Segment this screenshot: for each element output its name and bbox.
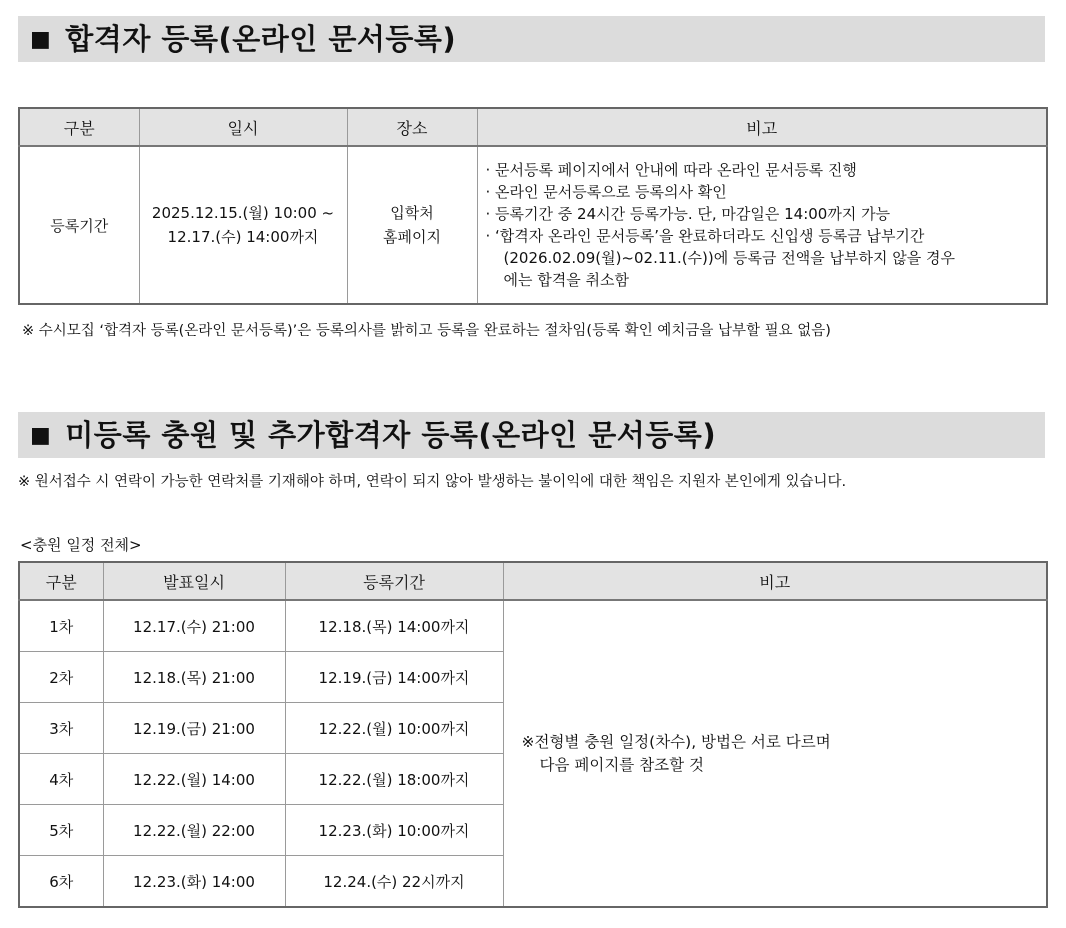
section-title-text: 미등록 충원 및 추가합격자 등록(온라인 문서등록) — [65, 418, 717, 452]
header-remarks: 비고 — [477, 108, 1047, 146]
schedule-caption: <충원 일정 전체> — [20, 536, 142, 554]
header-category: 구분 — [19, 108, 139, 146]
remarks-cell — [477, 146, 1047, 304]
remark-line: · 온라인 문서등록으로 등록의사 확인 — [485, 183, 727, 201]
table-row — [19, 600, 1047, 652]
section-title-text: 합격자 등록(온라인 문서등록) — [65, 22, 457, 56]
square-bullet-icon: ■ — [30, 27, 52, 52]
header-announce: 발표일시 — [103, 562, 285, 600]
additional-schedule-table — [18, 561, 1048, 908]
datetime-cell — [139, 146, 347, 304]
remark-line: · 문서등록 페이지에서 안내에 따라 온라인 문서등록 진행 — [485, 161, 857, 179]
section-title-additional — [18, 412, 1045, 458]
round-cell: 3차 — [19, 703, 103, 754]
remark-line: ※전형별 충원 일정(차수), 방법은 서로 다르며 — [521, 732, 831, 751]
round-cell: 1차 — [19, 600, 103, 652]
datetime-line: 12.17.(수) 14:00까지 — [167, 228, 319, 246]
table-row — [19, 146, 1047, 304]
period-cell: 12.22.(월) 18:00까지 — [285, 754, 503, 805]
period-cell: 12.18.(목) 14:00까지 — [285, 600, 503, 652]
period-cell: 12.23.(화) 10:00까지 — [285, 805, 503, 856]
remark-line: · 등록기간 중 24시간 등록가능. 단, 마감일은 14:00까지 가능 — [485, 205, 891, 223]
registration-table — [18, 107, 1048, 305]
period-cell: 12.19.(금) 14:00까지 — [285, 652, 503, 703]
header-period: 등록기간 — [285, 562, 503, 600]
table-header-row — [19, 562, 1047, 600]
place-line: 홈페이지 — [383, 228, 441, 246]
square-bullet-icon: ■ — [30, 423, 52, 448]
announce-cell: 12.17.(수) 21:00 — [103, 600, 285, 652]
category-cell: 등록기간 — [19, 146, 139, 304]
header-place: 장소 — [347, 108, 477, 146]
registration-footnote: ※ 수시모집 ‘합격자 등록(온라인 문서등록)’은 등록의사를 밝히고 등록을 완료하는 절차임(등록 확인 예치금을 납부할 필요 없음) — [22, 323, 831, 339]
header-remarks: 비고 — [503, 562, 1047, 600]
round-cell: 2차 — [19, 652, 103, 703]
announce-cell: 12.22.(월) 22:00 — [103, 805, 285, 856]
remark-line: · ‘합격자 온라인 문서등록’을 완료하더라도 신입생 등록금 납부기간 — [485, 227, 925, 245]
section-title-registration — [18, 16, 1045, 62]
remark-line: 다음 페이지를 참조할 것 — [539, 755, 705, 774]
schedule-remark-cell — [503, 600, 1047, 907]
announce-cell: 12.22.(월) 14:00 — [103, 754, 285, 805]
period-cell: 12.22.(월) 10:00까지 — [285, 703, 503, 754]
place-cell — [347, 146, 477, 304]
place-line: 입학처 — [390, 204, 434, 222]
round-cell: 6차 — [19, 856, 103, 908]
table-header-row — [19, 108, 1047, 146]
announce-cell: 12.19.(금) 21:00 — [103, 703, 285, 754]
contact-notice: ※ 원서접수 시 연락이 가능한 연락처를 기재해야 하며, 연락이 되지 않아 발생하는 불이익에 대한 책임은 지원자 본인에게 있습니다. — [18, 474, 847, 490]
round-cell: 4차 — [19, 754, 103, 805]
announce-cell: 12.18.(목) 21:00 — [103, 652, 285, 703]
announce-cell: 12.23.(화) 14:00 — [103, 856, 285, 908]
remark-line: (2026.02.09(월)~02.11.(수))에 등록금 전액을 납부하지 않을 경우 — [503, 249, 955, 267]
remark-line: 에는 합격을 취소함 — [503, 271, 629, 289]
datetime-line: 2025.12.15.(월) 10:00 ~ — [151, 204, 335, 222]
header-datetime: 일시 — [139, 108, 347, 146]
header-round: 구분 — [19, 562, 103, 600]
period-cell: 12.24.(수) 22시까지 — [285, 856, 503, 908]
round-cell: 5차 — [19, 805, 103, 856]
